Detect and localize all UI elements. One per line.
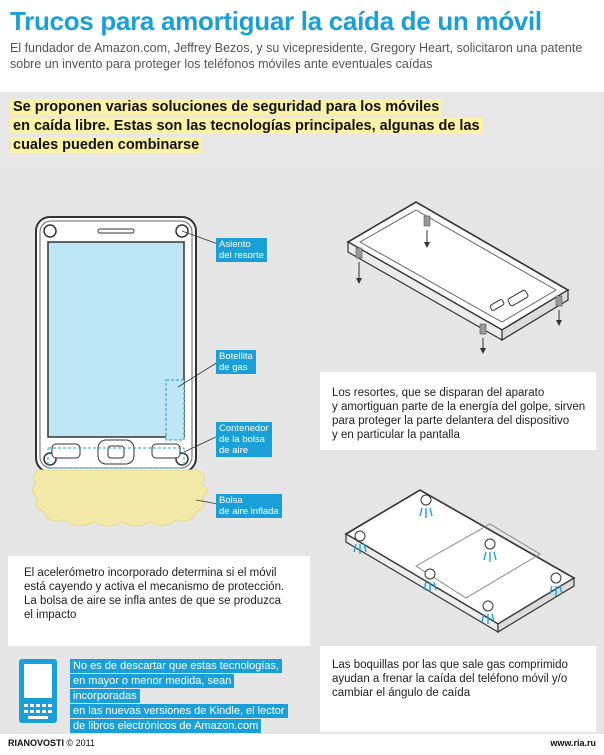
intro-text xyxy=(10,98,483,155)
phone-screen xyxy=(48,242,184,437)
kindle-note: No es de descartar que estas tecnologías, en mayor o menor medida, sean incorporadas en las nuevas versiones de Kindle, el lector de libros electrónicos de Amazon.com xyxy=(70,659,288,734)
brand-logo-novosti: NOVOSTI xyxy=(23,738,65,748)
spring-seat-icon xyxy=(44,225,56,237)
label-airbag-container: Contenedor de la bolsa de aire xyxy=(216,422,272,457)
intro-line-1: Se proponen varias soluciones de seguridad para los móviles xyxy=(10,99,442,115)
page-subtitle: El fundador de Amazon.com, Jeffrey Bezos, y su vicepresidente, Gregory Heart, solicitaron una patente sobre un invento para proteger los teléfonos móviles ante eventuales caídas xyxy=(10,41,583,71)
page-title: Trucos para amortiguar la caída de un móvil xyxy=(10,6,542,36)
copyright: © 2011 xyxy=(66,738,96,748)
kindle-icon xyxy=(18,658,58,724)
spring-icon xyxy=(480,324,486,334)
brand-logo-ria: RIA xyxy=(8,738,24,748)
speaker-slot xyxy=(98,229,134,233)
label-inflated-airbag: Bolsa de aire inflada xyxy=(216,494,282,518)
phone-nozzles-illustration xyxy=(320,460,596,646)
nozzles-caption: Las boquillas por las que sale gas comprimido ayudan a frenar la caída del teléfono móvil y/o cambiar el ángulo de caída xyxy=(332,659,568,699)
spring-icon xyxy=(424,216,430,226)
key-left xyxy=(52,444,80,458)
key-right xyxy=(152,444,180,458)
intro-line-2: en caída libre. Estas son las tecnologías principales, algunas de las xyxy=(10,118,483,134)
gas-bottle xyxy=(166,380,184,440)
footer-credit xyxy=(8,738,95,748)
spring-icon xyxy=(356,248,362,258)
phone-springs-illustration xyxy=(320,172,596,372)
intro-banner xyxy=(0,92,604,164)
airbag-caption: El acelerómetro incorporado determina si el móvil está cayendo y activa el mecanismo de protección. La bolsa de aire se infla antes de que se produzca el impacto xyxy=(24,567,285,621)
label-gas-bottle: Botellita de gas xyxy=(216,350,256,374)
inflated-airbag xyxy=(32,470,207,526)
footer-site: www.ria.ru xyxy=(550,738,596,748)
label-spring-seat: Asiento del resorte xyxy=(216,238,267,262)
springs-caption: Los resortes, que se disparan del aparato y amortiguan parte de la energía del golpe, sirven para proteger la parte delantera del dispositivo y en particular la pantalla xyxy=(332,387,586,441)
spring-icon xyxy=(556,296,562,306)
intro-line-3: cuales pueden combinarse xyxy=(10,137,202,153)
